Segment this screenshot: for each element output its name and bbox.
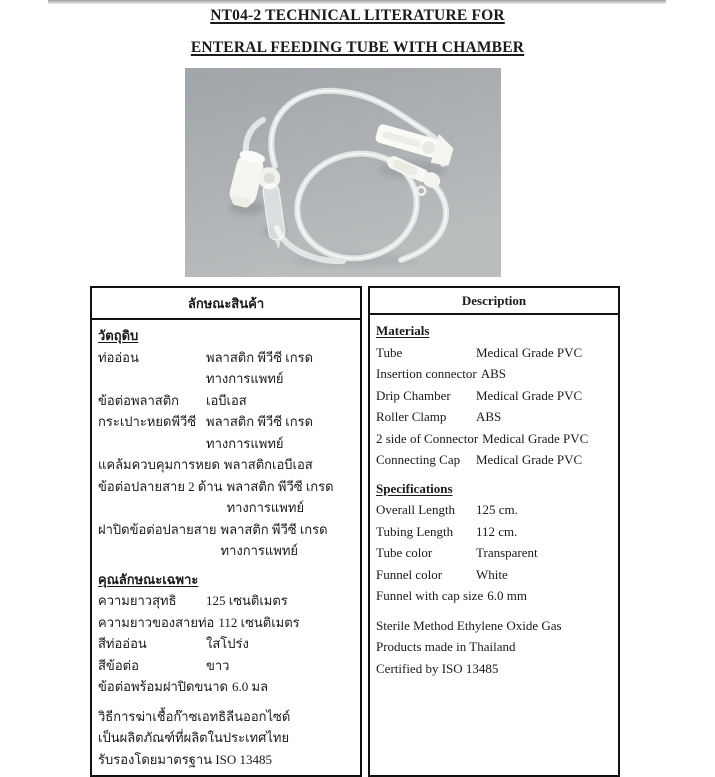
spec-value: Transparent bbox=[476, 545, 538, 560]
section-heading-materials-en: Materials bbox=[376, 323, 430, 338]
spec-label: Connecting Cap bbox=[376, 452, 461, 467]
spec-label: สีข้อต่อ bbox=[98, 657, 139, 673]
spec-label: 2 side of Connector bbox=[376, 430, 479, 446]
spec-label: ข้อต่อพลาสติก bbox=[98, 392, 180, 408]
table-row bbox=[376, 363, 612, 385]
footer-line: Certified by ISO 13485 bbox=[376, 660, 499, 676]
english-footer-notes bbox=[376, 615, 612, 680]
table-row bbox=[98, 676, 354, 698]
spec-label: Funnel with cap size bbox=[376, 588, 484, 603]
spec-label: Tubing Length bbox=[376, 523, 454, 539]
footer-line: รับรองโดยมาตรฐาน ISO 13485 bbox=[98, 751, 273, 767]
table-row bbox=[376, 385, 612, 407]
table-row bbox=[98, 347, 354, 390]
spec-value: Medical Grade PVC bbox=[476, 452, 583, 467]
table-row bbox=[376, 428, 612, 450]
spec-label: ข้อต่อพร้อมฝาปิดขนาด bbox=[98, 679, 228, 694]
table-row bbox=[376, 521, 612, 543]
table-row bbox=[98, 590, 354, 612]
spec-table-english-column bbox=[368, 286, 620, 777]
section-heading-specifications-th: คุณลักษณะเฉพาะ bbox=[98, 571, 199, 587]
spec-value: พลาสติก พีวีซี เกรดทางการแพทย์ bbox=[226, 478, 334, 515]
spec-value: Medical Grade PVC bbox=[476, 344, 583, 360]
footer-line: Products made in Thailand bbox=[376, 639, 516, 654]
spec-value: 125 เซนติเมตร bbox=[206, 593, 288, 608]
spec-label: Overall Length bbox=[376, 502, 456, 517]
table-row bbox=[98, 390, 354, 412]
table-row bbox=[376, 406, 612, 428]
spec-table-thai-column bbox=[90, 286, 362, 777]
footer-line: วิธีการฆ่าเชื้อก๊าซเอทธิลีนออกไซด์ bbox=[98, 708, 291, 724]
spec-label: ความยาวของสายท่อ bbox=[98, 614, 215, 630]
table-row bbox=[98, 519, 354, 562]
thai-footer-notes bbox=[98, 706, 354, 771]
table-row bbox=[376, 499, 612, 521]
spec-label: ข้อต่อปลายสาย 2 ด้าน bbox=[98, 478, 223, 494]
table-row bbox=[98, 454, 354, 476]
spec-value: ABS bbox=[480, 366, 507, 381]
table-row bbox=[376, 449, 612, 471]
table-row bbox=[376, 542, 612, 564]
spec-value: Medical Grade PVC bbox=[482, 430, 589, 446]
spec-value: ใสโปร่ง bbox=[206, 636, 249, 651]
footer-line: เป็นผลิตภัณฑ์ที่ผลิตในประเทศไทย bbox=[98, 730, 290, 745]
spec-value: ขาว bbox=[206, 657, 230, 673]
spec-label: Tube color bbox=[376, 545, 433, 560]
section-heading-specifications-en: Specifications bbox=[376, 480, 453, 496]
page-title: NT04-2 TECHNICAL LITERATURE FOR bbox=[210, 7, 505, 24]
photo-background bbox=[185, 68, 501, 277]
english-column-header: Description bbox=[370, 288, 618, 315]
english-column-body bbox=[370, 315, 618, 684]
section-heading-materials-th: วัตถุดิบ bbox=[98, 328, 139, 343]
table-row bbox=[376, 342, 612, 364]
spec-label: ความยาวสุทธิ bbox=[98, 593, 177, 608]
spec-label: ฝาปิดข้อต่อปลายสาย bbox=[98, 521, 217, 537]
spec-label: แคล้มควบคุมการหยด bbox=[98, 457, 220, 472]
table-row bbox=[98, 411, 354, 454]
footer-line: Sterile Method Ethylene Oxide Gas bbox=[376, 617, 562, 633]
thai-column-body bbox=[92, 320, 360, 775]
spec-value: เอบีเอส bbox=[206, 392, 247, 408]
spec-value: 6.0 mm bbox=[487, 588, 527, 603]
spec-value: พลาสติก พีวีซี เกรดทางการแพทย์ bbox=[206, 349, 314, 386]
spec-label: Insertion connector bbox=[376, 366, 477, 381]
spec-label: Drip Chamber bbox=[376, 387, 451, 403]
spec-value: พลาสติก พีวีซี เกรดทางการแพทย์ bbox=[220, 521, 328, 558]
spec-label: Funnel color bbox=[376, 566, 443, 582]
table-row bbox=[98, 476, 354, 519]
table-row bbox=[98, 655, 354, 677]
table-row bbox=[376, 564, 612, 586]
spec-label: สีท่ออ่อน bbox=[98, 636, 147, 651]
feeding-tube-illustration bbox=[185, 68, 501, 277]
spec-value: พลาสติกเอบีเอส bbox=[223, 457, 313, 472]
page-top-edge bbox=[48, 0, 666, 4]
table-row bbox=[376, 585, 612, 607]
spec-label: ท่ออ่อน bbox=[98, 349, 139, 365]
spec-table bbox=[90, 286, 620, 777]
table-row bbox=[98, 633, 354, 655]
spec-label: กระเปาะหยดพีวีซี bbox=[98, 414, 197, 429]
table-row bbox=[98, 612, 354, 634]
spec-value: 112 cm. bbox=[476, 523, 518, 539]
product-photo bbox=[185, 68, 501, 277]
page-subtitle: ENTERAL FEEDING TUBE WITH CHAMBER bbox=[190, 39, 525, 56]
spec-value: 112 เซนติเมตร bbox=[218, 614, 300, 630]
spec-value: Medical Grade PVC bbox=[476, 387, 583, 403]
spec-value: พลาสติก พีวีซี เกรดทางการแพทย์ bbox=[206, 414, 314, 451]
spec-label: Roller Clamp bbox=[376, 409, 447, 424]
spec-value: White bbox=[476, 566, 508, 582]
spec-value: ABS bbox=[476, 409, 502, 424]
thai-column-header: ลักษณะสินค้า bbox=[92, 288, 360, 320]
spec-value: 125 cm. bbox=[476, 502, 518, 517]
spec-value: 6.0 มล bbox=[232, 679, 269, 694]
document-header bbox=[0, 7, 715, 71]
spec-label: Tube bbox=[376, 344, 403, 360]
